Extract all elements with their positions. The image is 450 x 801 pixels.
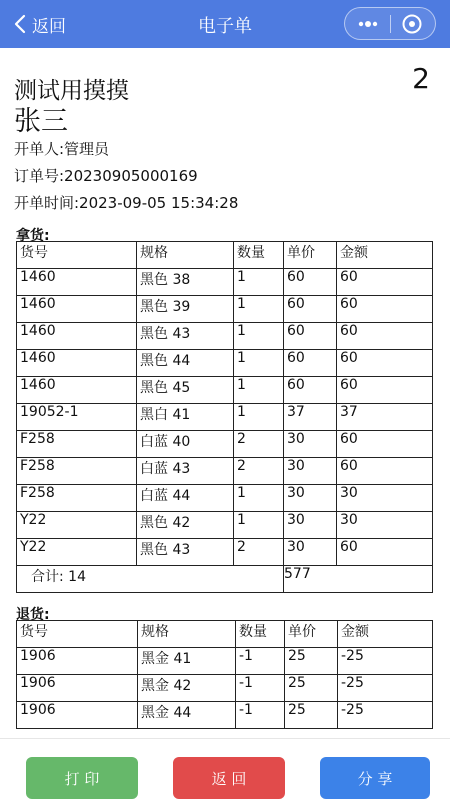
cell-qty: 1 xyxy=(234,350,284,377)
cell-sku: 1460 xyxy=(17,269,137,296)
cell-amount: -25 xyxy=(338,675,433,702)
bottom-action-bar xyxy=(0,738,450,801)
table-row xyxy=(17,323,433,350)
cell-price: 30 xyxy=(284,458,337,485)
column-header-sku: 货号 xyxy=(17,242,137,269)
cell-qty: 1 xyxy=(234,296,284,323)
cell-sku: 1460 xyxy=(17,296,137,323)
cell-amount: 60 xyxy=(337,296,433,323)
table-row xyxy=(17,539,433,566)
print-button[interactable]: 打 印 xyxy=(26,757,138,799)
cell-price: 37 xyxy=(284,404,337,431)
cell-sku: 1460 xyxy=(17,377,137,404)
cell-spec: 黑色 38 xyxy=(137,269,234,296)
share-button[interactable]: 分 享 xyxy=(320,757,430,799)
created-time-line: 开单时间:2023-09-05 15:34:28 xyxy=(14,194,239,212)
page-title: 电子单 xyxy=(198,16,252,37)
table-row xyxy=(17,702,433,729)
cell-qty: 1 xyxy=(234,512,284,539)
cell-spec: 黑金 44 xyxy=(138,702,236,729)
miniprogram-capsule xyxy=(344,7,436,40)
pickup-header-row xyxy=(17,242,433,269)
column-header-price: 单价 xyxy=(284,242,337,269)
column-header-amount: 金额 xyxy=(337,242,433,269)
cell-spec: 黑色 43 xyxy=(137,539,234,566)
cell-amount: 60 xyxy=(337,323,433,350)
cell-amount: -25 xyxy=(338,648,433,675)
table-row xyxy=(17,431,433,458)
cell-qty: 2 xyxy=(234,431,284,458)
cell-sku: 1906 xyxy=(17,675,138,702)
cell-spec: 黑色 44 xyxy=(137,350,234,377)
cell-sku: 1906 xyxy=(17,648,138,675)
cell-price: 30 xyxy=(284,539,337,566)
cell-spec: 黑色 43 xyxy=(137,323,234,350)
cell-sku: Y22 xyxy=(17,512,137,539)
column-header-price: 单价 xyxy=(285,621,338,648)
cell-sku: 19052-1 xyxy=(17,404,137,431)
cell-price: 60 xyxy=(284,377,337,404)
column-header-amount: 金额 xyxy=(338,621,433,648)
returns-header-row xyxy=(17,621,433,648)
cell-qty: 1 xyxy=(234,485,284,512)
cell-amount: -25 xyxy=(338,702,433,729)
cell-spec: 黑金 41 xyxy=(138,648,236,675)
cell-qty: 2 xyxy=(234,458,284,485)
cell-amount: 30 xyxy=(337,512,433,539)
pickup-section-label: 拿货: xyxy=(16,228,50,244)
cell-spec: 黑色 42 xyxy=(137,512,234,539)
cell-price: 60 xyxy=(284,350,337,377)
cell-spec: 黑金 42 xyxy=(138,675,236,702)
cell-sku: 1460 xyxy=(17,323,137,350)
pickup-total-amount: 577 xyxy=(284,566,433,593)
column-header-spec: 规格 xyxy=(138,621,236,648)
document-number: 2 xyxy=(412,62,430,95)
cell-amount: 60 xyxy=(337,539,433,566)
cell-amount: 60 xyxy=(337,377,433,404)
cell-price: 30 xyxy=(284,512,337,539)
cell-qty: 1 xyxy=(234,323,284,350)
cell-price: 60 xyxy=(284,296,337,323)
nav-bar xyxy=(0,0,450,48)
cell-sku: 1906 xyxy=(17,702,138,729)
table-row xyxy=(17,675,433,702)
cell-qty: 2 xyxy=(234,539,284,566)
cell-price: 30 xyxy=(284,485,337,512)
cell-price: 30 xyxy=(284,431,337,458)
column-header-spec: 规格 xyxy=(137,242,234,269)
column-header-qty: 数量 xyxy=(236,621,285,648)
cell-qty: -1 xyxy=(236,675,285,702)
table-row xyxy=(17,458,433,485)
cell-amount: 60 xyxy=(337,458,433,485)
column-header-sku: 货号 xyxy=(17,621,138,648)
cell-qty: 1 xyxy=(234,269,284,296)
table-row xyxy=(17,512,433,539)
customer-name: 张三 xyxy=(14,106,68,137)
cell-qty: 1 xyxy=(234,377,284,404)
cell-price: 25 xyxy=(285,675,338,702)
pickup-total-qty: 合计: 14 xyxy=(17,566,284,593)
cell-spec: 黑色 45 xyxy=(137,377,234,404)
cell-sku: 1460 xyxy=(17,350,137,377)
more-dots-icon[interactable] xyxy=(354,14,382,34)
table-row xyxy=(17,377,433,404)
table-row xyxy=(17,485,433,512)
cell-sku: F258 xyxy=(17,485,137,512)
column-header-qty: 数量 xyxy=(234,242,284,269)
cell-spec: 黑色 39 xyxy=(137,296,234,323)
cell-amount: 60 xyxy=(337,431,433,458)
cell-qty: -1 xyxy=(236,648,285,675)
cell-sku: F258 xyxy=(17,431,137,458)
back-button[interactable]: 返 回 xyxy=(173,757,285,799)
table-row xyxy=(17,648,433,675)
cell-qty: 1 xyxy=(234,404,284,431)
cell-qty: -1 xyxy=(236,702,285,729)
cell-spec: 白蓝 43 xyxy=(137,458,234,485)
cell-price: 60 xyxy=(284,269,337,296)
table-row xyxy=(17,296,433,323)
cell-amount: 37 xyxy=(337,404,433,431)
miniprogram-close-icon[interactable] xyxy=(399,12,425,36)
returns-section-label: 退货: xyxy=(16,607,50,623)
capsule-divider xyxy=(390,15,391,33)
cell-spec: 黑白 41 xyxy=(137,404,234,431)
table-row xyxy=(17,350,433,377)
returns-table xyxy=(16,620,433,729)
cell-sku: F258 xyxy=(17,458,137,485)
table-row xyxy=(17,404,433,431)
cell-amount: 60 xyxy=(337,269,433,296)
cell-amount: 30 xyxy=(337,485,433,512)
shop-name: 测试用摸摸 xyxy=(14,78,129,104)
cell-spec: 白蓝 44 xyxy=(137,485,234,512)
cell-spec: 白蓝 40 xyxy=(137,431,234,458)
table-row xyxy=(17,269,433,296)
cell-price: 25 xyxy=(285,648,338,675)
cell-price: 25 xyxy=(285,702,338,729)
pickup-table xyxy=(16,241,433,593)
nav-back-label: 返回 xyxy=(32,16,66,37)
cell-amount: 60 xyxy=(337,350,433,377)
cell-sku: Y22 xyxy=(17,539,137,566)
cell-price: 60 xyxy=(284,323,337,350)
operator-line: 开单人:管理员 xyxy=(14,140,110,158)
pickup-total-row xyxy=(17,566,433,593)
order-number-line: 订单号:20230905000169 xyxy=(14,167,198,185)
